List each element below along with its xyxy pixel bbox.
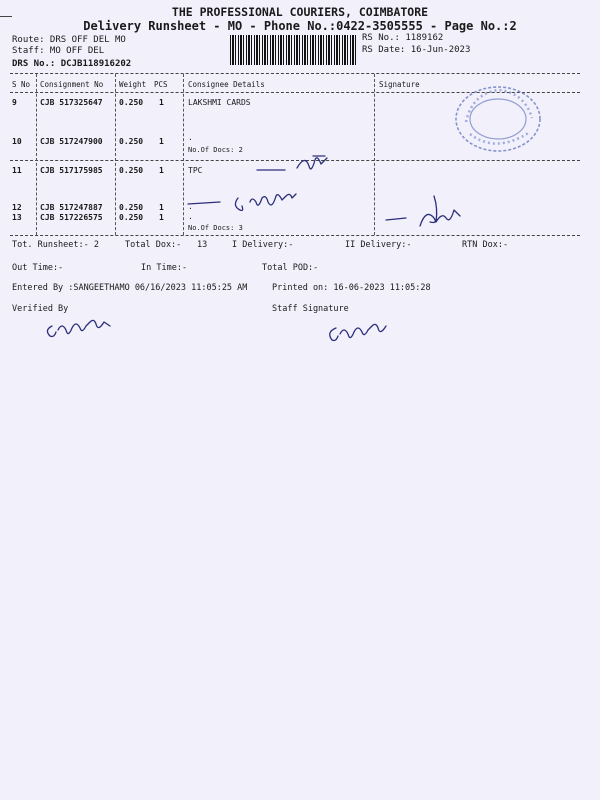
col-header-consignment: Consignment No xyxy=(40,80,104,89)
company-title: THE PROFESSIONAL COURIERS, COIMBATORE xyxy=(171,5,429,19)
row-consignment: CJB 517325647 xyxy=(40,98,103,107)
column-divider xyxy=(115,74,116,235)
printed-on: Printed on: 16-06-2023 11:05:28 xyxy=(272,283,431,293)
row-consignee: TPC xyxy=(188,166,203,175)
rs-date: RS Date: 16-Jun-2023 xyxy=(362,45,471,55)
i-delivery: I Delivery:- xyxy=(232,240,294,250)
col-header-sno: S No xyxy=(12,80,31,89)
verified-by-signature-icon xyxy=(40,312,120,342)
no-of-docs: No.Of Docs: 3 xyxy=(188,224,243,232)
col-header-weight: Weight xyxy=(119,80,147,89)
row-consignee: . xyxy=(188,202,193,211)
row-weight: 0.250 xyxy=(119,203,144,212)
total-dox-value: 13 xyxy=(197,240,208,250)
total-dox-label: Total Dox:- xyxy=(125,240,182,250)
row-consignment: CJB 517226575 xyxy=(40,213,103,222)
staff-signature-icon xyxy=(322,316,392,346)
column-divider xyxy=(36,74,37,235)
signature-row-11-icon xyxy=(255,150,345,178)
runsheet-subtitle: Delivery Runsheet - MO - Phone No.:0422-3505555 - Page No.:2 xyxy=(83,19,517,33)
table-bottom-rule xyxy=(10,235,580,236)
company-stamp-icon xyxy=(452,82,544,156)
barcode-image xyxy=(230,35,358,65)
route-label: Route: DRS OFF DEL MO xyxy=(12,35,126,45)
row-consignee: . xyxy=(188,133,193,142)
scan-edge-mark xyxy=(0,16,12,17)
row-pcs: 1 xyxy=(159,137,164,146)
row-sno: 12 xyxy=(12,203,22,212)
row-consignment: CJB 517175985 xyxy=(40,166,103,175)
rs-number: RS No.: 1189162 xyxy=(362,33,444,43)
rtn-dox: RTN Dox:- xyxy=(462,240,509,250)
verified-by-label: Verified By xyxy=(12,304,69,314)
row-sno: 9 xyxy=(12,98,17,107)
col-header-signature: Signature xyxy=(379,80,420,89)
row-consignee: . xyxy=(188,212,193,221)
row-weight: 0.250 xyxy=(119,166,144,175)
drs-number: DRS No.: DCJB118916202 xyxy=(12,59,132,69)
column-divider xyxy=(374,74,375,235)
row-weight: 0.250 xyxy=(119,137,144,146)
row-sno: 13 xyxy=(12,213,22,222)
no-of-docs: No.Of Docs: 2 xyxy=(188,146,243,154)
total-pod: Total POD:- xyxy=(262,263,319,273)
entered-by: Entered By :SANGEETHAMO 06/16/2023 11:05:25 AM xyxy=(12,283,248,293)
tot-runsheet: Tot. Runsheet:- 2 xyxy=(12,240,99,250)
staff-label: Staff: MO OFF DEL xyxy=(12,46,105,56)
row-consignee: LAKSHMI CARDS xyxy=(188,98,251,107)
row-consignment: CJB 517247900 xyxy=(40,137,103,146)
col-header-consignee: Consignee Details xyxy=(188,80,265,89)
row-consignment: CJB 517247887 xyxy=(40,203,103,212)
col-header-pcs: PCS xyxy=(154,80,168,89)
signature-row-13-icon xyxy=(380,188,470,234)
row-pcs: 1 xyxy=(159,203,164,212)
row-sno: 10 xyxy=(12,137,22,146)
out-time: Out Time:- xyxy=(12,263,64,273)
row-weight: 0.250 xyxy=(119,213,144,222)
row-weight: 0.250 xyxy=(119,98,144,107)
row-pcs: 1 xyxy=(159,213,164,222)
staff-signature-label: Staff Signature xyxy=(272,304,349,314)
row-pcs: 1 xyxy=(159,166,164,175)
table-top-rule xyxy=(10,73,580,74)
row-pcs: 1 xyxy=(159,98,164,107)
signature-row-12-icon xyxy=(180,188,310,218)
ii-delivery: II Delivery:- xyxy=(345,240,412,250)
row-sno: 11 xyxy=(12,166,22,175)
in-time: In Time:- xyxy=(141,263,188,273)
